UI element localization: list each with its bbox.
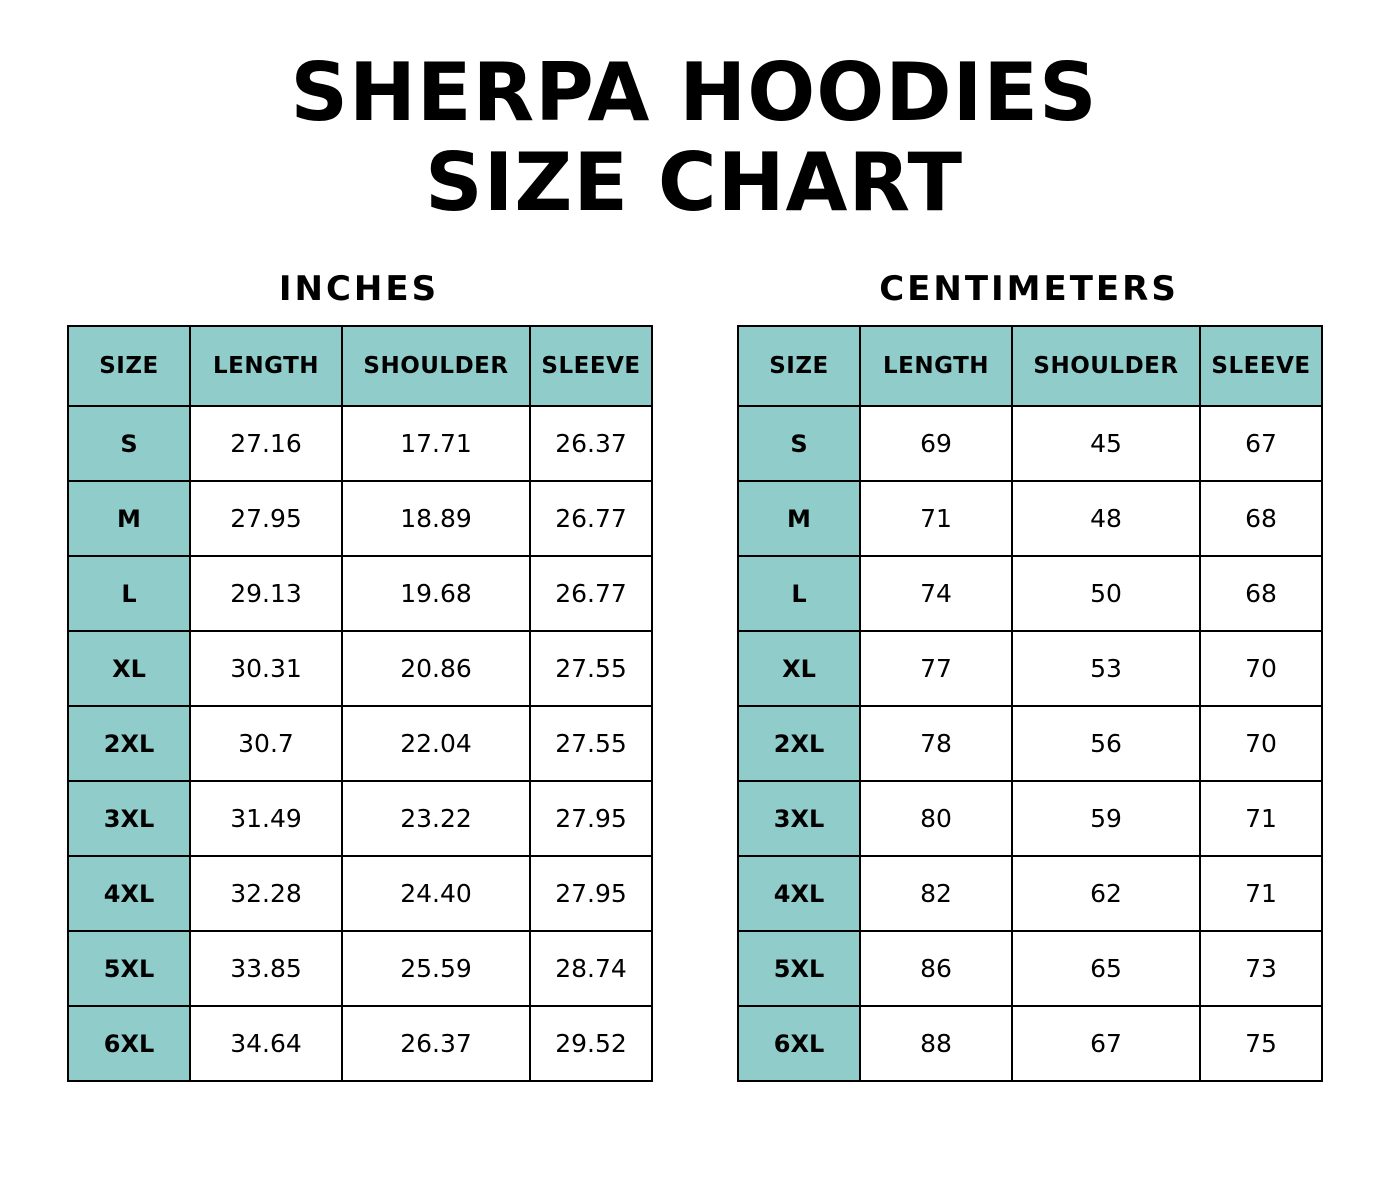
table-row	[738, 481, 1322, 556]
cell-sleeve: 73	[1200, 931, 1322, 1006]
cell-shoulder: 56	[1012, 706, 1200, 781]
cell-shoulder: 25.59	[342, 931, 530, 1006]
table-row	[68, 481, 652, 556]
table-row	[738, 781, 1322, 856]
cell-size: L	[738, 556, 860, 631]
cell-shoulder: 18.89	[342, 481, 530, 556]
table-row	[738, 931, 1322, 1006]
cell-shoulder: 50	[1012, 556, 1200, 631]
cell-size: S	[68, 406, 190, 481]
table-row	[68, 556, 652, 631]
table-row	[68, 781, 652, 856]
cell-length: 74	[860, 556, 1012, 631]
table-row	[738, 556, 1322, 631]
inches-size-table	[67, 325, 653, 1082]
cell-shoulder: 62	[1012, 856, 1200, 931]
table-row	[738, 631, 1322, 706]
cell-sleeve: 68	[1200, 481, 1322, 556]
centimeters-size-table	[737, 325, 1323, 1082]
table-row	[68, 1006, 652, 1081]
cell-length: 30.31	[190, 631, 342, 706]
cell-size: M	[68, 481, 190, 556]
cell-shoulder: 20.86	[342, 631, 530, 706]
cell-sleeve: 75	[1200, 1006, 1322, 1081]
table-row	[68, 706, 652, 781]
cell-length: 86	[860, 931, 1012, 1006]
column-header-sleeve: SLEEVE	[1200, 326, 1322, 406]
table-row	[68, 931, 652, 1006]
page-title	[0, 0, 1388, 227]
cell-shoulder: 26.37	[342, 1006, 530, 1081]
tables-container	[0, 269, 1388, 1082]
cell-sleeve: 27.55	[530, 706, 652, 781]
cell-sleeve: 26.77	[530, 556, 652, 631]
column-header-size: SIZE	[738, 326, 860, 406]
cell-length: 82	[860, 856, 1012, 931]
cell-sleeve: 28.74	[530, 931, 652, 1006]
cell-shoulder: 59	[1012, 781, 1200, 856]
cell-length: 33.85	[190, 931, 342, 1006]
centimeters-table-block	[737, 269, 1321, 1082]
centimeters-table-caption: CENTIMETERS	[879, 269, 1179, 310]
column-header-length: LENGTH	[190, 326, 342, 406]
column-header-sleeve: SLEEVE	[530, 326, 652, 406]
column-header-size: SIZE	[68, 326, 190, 406]
cell-size: 5XL	[68, 931, 190, 1006]
cell-shoulder: 67	[1012, 1006, 1200, 1081]
cell-sleeve: 67	[1200, 406, 1322, 481]
cell-length: 27.95	[190, 481, 342, 556]
cell-sleeve: 71	[1200, 781, 1322, 856]
cell-size: 4XL	[738, 856, 860, 931]
cell-sleeve: 68	[1200, 556, 1322, 631]
cell-size: 2XL	[738, 706, 860, 781]
column-header-length: LENGTH	[860, 326, 1012, 406]
column-header-shoulder: SHOULDER	[342, 326, 530, 406]
cell-length: 88	[860, 1006, 1012, 1081]
cell-shoulder: 48	[1012, 481, 1200, 556]
cell-length: 78	[860, 706, 1012, 781]
cell-length: 34.64	[190, 1006, 342, 1081]
cell-length: 80	[860, 781, 1012, 856]
cell-size: XL	[68, 631, 190, 706]
cell-length: 69	[860, 406, 1012, 481]
cell-sleeve: 71	[1200, 856, 1322, 931]
cell-sleeve: 29.52	[530, 1006, 652, 1081]
cell-size: S	[738, 406, 860, 481]
inches-table-caption: INCHES	[278, 269, 440, 310]
cell-sleeve: 70	[1200, 631, 1322, 706]
cell-size: 5XL	[738, 931, 860, 1006]
table-row	[738, 706, 1322, 781]
cell-sleeve: 27.95	[530, 781, 652, 856]
cell-size: XL	[738, 631, 860, 706]
cell-size: 3XL	[68, 781, 190, 856]
table-row	[68, 856, 652, 931]
table-header-row	[68, 326, 652, 406]
table-row	[738, 1006, 1322, 1081]
table-row	[68, 631, 652, 706]
cell-size: L	[68, 556, 190, 631]
cell-sleeve: 27.95	[530, 856, 652, 931]
cell-length: 29.13	[190, 556, 342, 631]
cell-shoulder: 65	[1012, 931, 1200, 1006]
inches-table-block	[67, 269, 651, 1082]
cell-length: 77	[860, 631, 1012, 706]
cell-shoulder: 45	[1012, 406, 1200, 481]
cell-length: 32.28	[190, 856, 342, 931]
cell-shoulder: 24.40	[342, 856, 530, 931]
title-line-2: SIZE CHART	[424, 135, 964, 229]
cell-size: 3XL	[738, 781, 860, 856]
cell-sleeve: 27.55	[530, 631, 652, 706]
cell-sleeve: 26.77	[530, 481, 652, 556]
cell-sleeve: 70	[1200, 706, 1322, 781]
cell-length: 71	[860, 481, 1012, 556]
cell-length: 27.16	[190, 406, 342, 481]
cell-size: 6XL	[738, 1006, 860, 1081]
title-line-1: SHERPA HOODIES	[290, 46, 1098, 139]
cell-shoulder: 22.04	[342, 706, 530, 781]
table-row	[68, 406, 652, 481]
table-header-row	[738, 326, 1322, 406]
table-row	[738, 406, 1322, 481]
cell-sleeve: 26.37	[530, 406, 652, 481]
column-header-shoulder: SHOULDER	[1012, 326, 1200, 406]
table-row	[738, 856, 1322, 931]
cell-shoulder: 23.22	[342, 781, 530, 856]
cell-size: 4XL	[68, 856, 190, 931]
cell-length: 30.7	[190, 706, 342, 781]
cell-size: 6XL	[68, 1006, 190, 1081]
cell-length: 31.49	[190, 781, 342, 856]
cell-size: 2XL	[68, 706, 190, 781]
cell-shoulder: 17.71	[342, 406, 530, 481]
cell-size: M	[738, 481, 860, 556]
cell-shoulder: 19.68	[342, 556, 530, 631]
cell-shoulder: 53	[1012, 631, 1200, 706]
